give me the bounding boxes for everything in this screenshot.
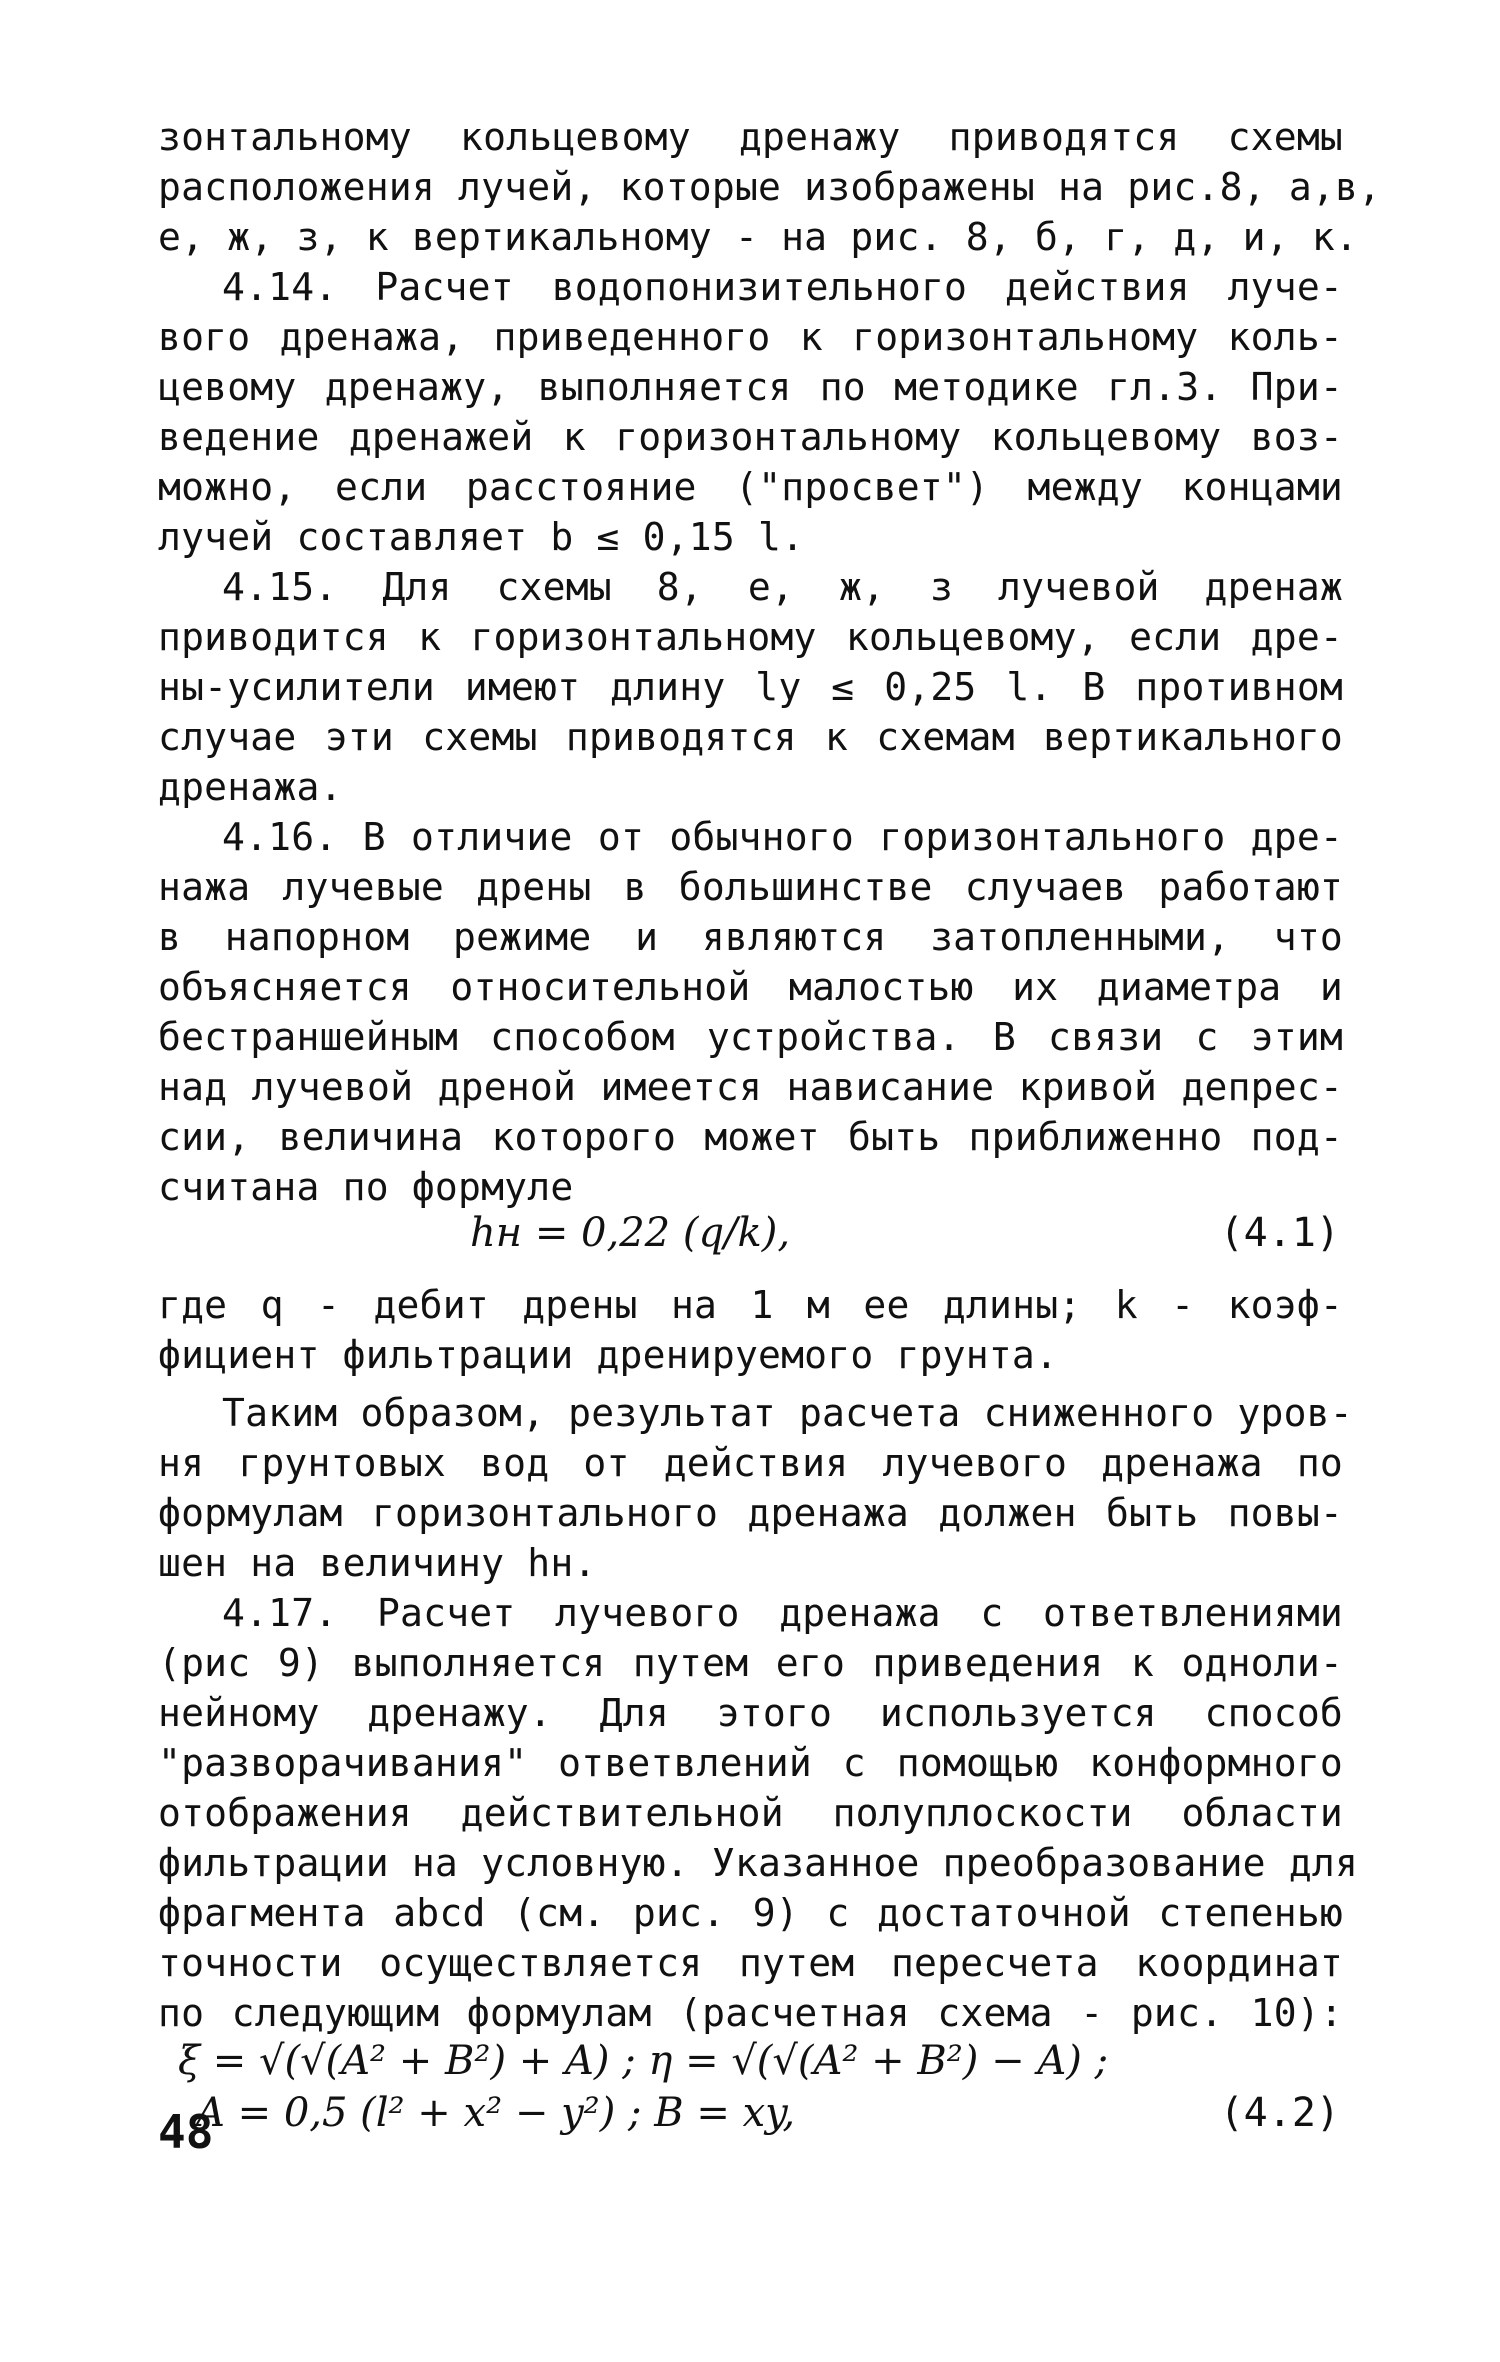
- text-line: сии, величина которого может быть приближенно под-: [158, 1115, 1343, 1159]
- text-line: дренажа.: [158, 765, 343, 809]
- text-line: вого дренажа, приведенного к горизонтальному коль-: [158, 315, 1343, 359]
- text-line: где q - дебит дрены на 1 м ее длины; k - коэф-: [158, 1283, 1343, 1327]
- paragraph-4-15-start: 4.15. Для схемы 8, е, ж, з лучевой дренаж: [222, 565, 1343, 609]
- text-line: бестраншейным способом устройства. В связи с этим: [158, 1015, 1343, 1059]
- text-line: объясняется относительной малостью их диаметра и: [158, 965, 1343, 1009]
- text-line: фильтрации на условную. Указанное преобразование для: [158, 1841, 1359, 1885]
- paragraph-4-14-start: 4.14. Расчет водопонизительного действия луче-: [222, 265, 1343, 309]
- formula-4-1: hн = 0,22 (q/k),: [470, 1210, 791, 1256]
- formula-4-2-line-2: A = 0,5 (l² + x² − y²) ; B = xy,: [196, 2090, 796, 2136]
- page-number: 48: [158, 2105, 214, 2159]
- text-line: считана по формуле: [158, 1165, 574, 1209]
- text-line: "разворачивания" ответвлений с помощью конформного: [158, 1741, 1343, 1785]
- text-line: цевому дренажу, выполняется по методике гл.3. При-: [158, 365, 1343, 409]
- text-line: можно, если расстояние ("просвет") между концами: [158, 465, 1343, 509]
- text-line: шен на величину hн.: [158, 1541, 597, 1585]
- text-line: фрагмента abcd (см. рис. 9) с достаточной степенью: [158, 1891, 1343, 1935]
- text-line: приводится к горизонтальному кольцевому, если дре-: [158, 615, 1343, 659]
- text-line: нажа лучевые дрены в большинстве случаев работают: [158, 865, 1343, 909]
- text-line: зонтальному кольцевому дренажу приводятся схемы: [158, 115, 1343, 159]
- text-line: по следующим формулам (расчетная схема - рис. 10):: [158, 1991, 1343, 2035]
- text-line: над лучевой дреной имеется нависание кривой депрес-: [158, 1065, 1343, 1109]
- text-line: ведение дренажей к горизонтальному кольцевому воз-: [158, 415, 1343, 459]
- text-line: расположения лучей, которые изображены на рис.8, а,в,: [158, 165, 1382, 209]
- text-line: случае эти схемы приводятся к схемам вертикального: [158, 715, 1343, 759]
- equation-number-4-1: (4.1): [1219, 1210, 1340, 1256]
- text-line: в напорном режиме и являются затопленными, что: [158, 915, 1343, 959]
- text-line: фициент фильтрации дренируемого грунта.: [158, 1333, 1059, 1377]
- equation-number-4-2: (4.2): [1219, 2090, 1340, 2136]
- paragraph-conclusion-start: Таким образом, результат расчета сниженного уров-: [222, 1391, 1353, 1435]
- text-line: ня грунтовых вод от действия лучевого дренажа по: [158, 1441, 1343, 1485]
- text-line: лучей составляет b ≤ 0,15 l.: [158, 515, 805, 559]
- text-line: ны-усилители имеют длину lу ≤ 0,25 l. В противном: [158, 665, 1343, 709]
- text-line: точности осуществляется путем пересчета координат: [158, 1941, 1343, 1985]
- text-line: отображения действительной полуплоскости области: [158, 1791, 1343, 1835]
- paragraph-4-17-start: 4.17. Расчет лучевого дренажа с ответвлениями: [222, 1591, 1343, 1635]
- text-line: (рис 9) выполняется путем его приведения к одноли-: [158, 1641, 1343, 1685]
- text-line: формулам горизонтального дренажа должен быть повы-: [158, 1491, 1343, 1535]
- text-line: нейному дренажу. Для этого используется способ: [158, 1691, 1343, 1735]
- formula-4-2-line-1: ξ = √(√(A² + B²) + A) ; η = √(√(A² + B²) − A) ;: [178, 2038, 1109, 2084]
- text-line: е, ж, з, к вертикальному - на рис. 8, б, г, д, и, к.: [158, 215, 1359, 259]
- paragraph-4-16-start: 4.16. В отличие от обычного горизонтального дре-: [222, 815, 1343, 859]
